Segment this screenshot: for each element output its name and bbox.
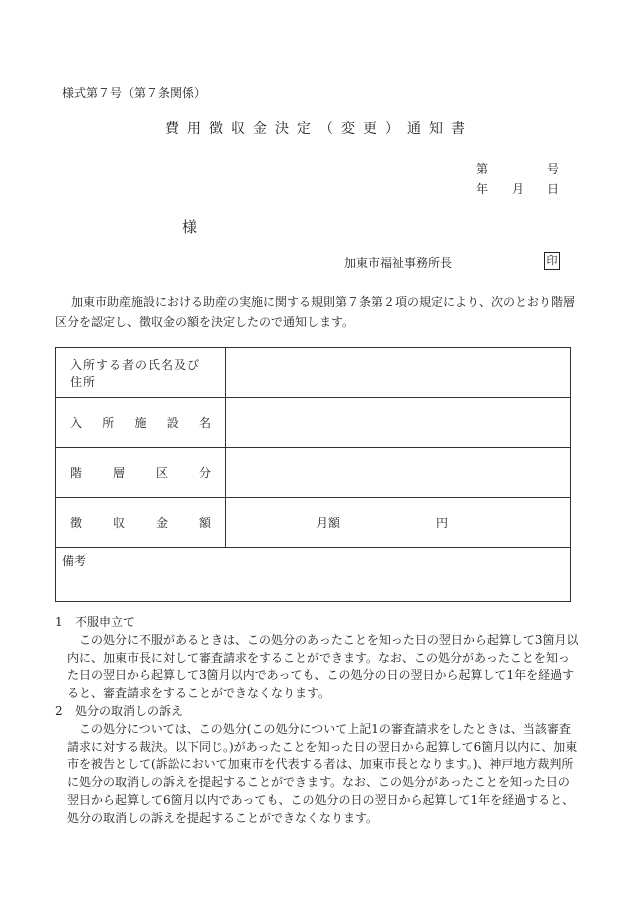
date-day-label: 日 [547, 182, 560, 196]
label-char: 名 [198, 416, 211, 430]
label-char: 徴 [70, 516, 83, 530]
form-number: 様式第７号（第７条関係） [62, 86, 207, 100]
yen-label: 円 [436, 516, 449, 530]
remarks-label: 備考 [62, 554, 87, 568]
intro-paragraph: 加東市助産施設における助産の実施に関する規則第７条第２項の規定により、次のとおり階層区分を認定し、徴収金の額を決定したので通知します。 [55, 295, 576, 329]
table-row [56, 398, 571, 448]
row-label-income-class [56, 448, 226, 498]
label-char: 区 [155, 466, 168, 480]
label-char: 階 [70, 466, 83, 480]
table-row [56, 548, 571, 602]
label-char: 収 [112, 516, 125, 530]
issuer-name: 加東市福祉事務所長 [344, 256, 453, 270]
label-char: 入 [70, 416, 83, 430]
row-label-name-address: 入所する者の氏名及び住所 [56, 348, 226, 398]
label-char: 金 [155, 516, 168, 530]
note-item [55, 703, 580, 828]
label-char: 層 [112, 466, 125, 480]
row-value-income-class [226, 448, 571, 498]
label-char: 額 [198, 516, 211, 530]
remarks-cell [56, 548, 571, 602]
date-year-label: 年 [476, 182, 489, 196]
table-row [56, 448, 571, 498]
note-heading [55, 703, 580, 721]
document-number-suffix: 号 [547, 162, 560, 176]
table-row [56, 498, 571, 548]
label-char: 設 [166, 416, 179, 430]
table-row [56, 348, 571, 398]
details-table [55, 347, 571, 602]
recipient-honorific: 様 [182, 218, 198, 236]
date-month-label: 月 [512, 182, 525, 196]
notes-section [55, 614, 580, 828]
note-number: 2 [55, 703, 63, 718]
label-char: 施 [134, 416, 147, 430]
note-title: 不服申立て [75, 615, 136, 629]
note-body: この処分については、この処分(この処分について上記1の審査請求をしたときは、当該審査請求に対する裁決。以下同じ。)があったことを知った日の翌日から起算して6箇月以内に、加東市を被告として(訴訟において加東市を代表する者は、加東市長となります。)、神戸地方裁判所に処分の取消しの訴えを提起することができます。なお、この処分があったことを知った日の翌日から起算して6箇月以内であっても、この処分の日の翌日から起算して1年を経過すると、処分の取消しの訴えを提起することができなくなります。 [67, 721, 578, 825]
label-char: 所 [102, 416, 115, 430]
spread-label [70, 414, 211, 431]
seal-mark: 印 [544, 252, 560, 270]
row-value-amount [226, 498, 571, 548]
note-heading [55, 614, 580, 632]
monthly-label: 月額 [316, 516, 341, 530]
spread-label [70, 464, 211, 481]
row-label-amount [56, 498, 226, 548]
note-number: 1 [55, 615, 63, 629]
row-value-facility [226, 398, 571, 448]
spread-label [70, 514, 211, 531]
note-body: この処分に不服があるときは、この処分のあったことを知った日の翌日から起算して3箇月以内に、加東市長に対して審査請求をすることができます。なお、この処分があったことを知った日の翌日から起算して3箇月以内であっても、この処分の日の翌日から起算して1年を経過すると、審査請求をすることができなくなります。 [67, 632, 579, 701]
row-label-facility [56, 398, 226, 448]
note-item [55, 614, 580, 703]
label-char: 分 [198, 466, 211, 480]
document-number-label: 第 [476, 162, 489, 176]
row-value-name-address [226, 348, 571, 398]
note-title: 処分の取消しの訴え [75, 703, 184, 718]
document-title: 費用徴収金決定（変更）通知書 [165, 121, 473, 137]
